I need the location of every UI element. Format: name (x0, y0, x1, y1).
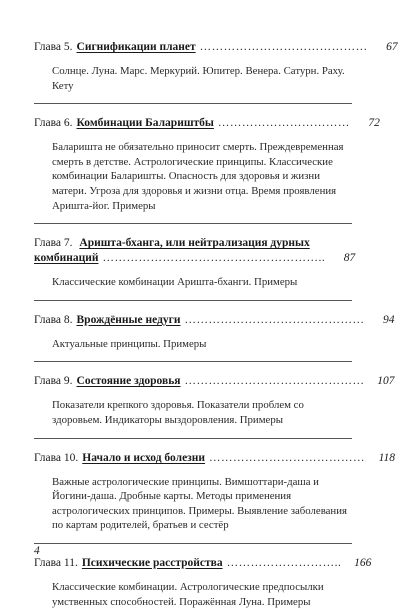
chapter-title-continued[interactable]: комбинаций (34, 252, 99, 265)
leader-dots: ………………………………… (209, 451, 366, 464)
chapter-heading (34, 116, 380, 131)
divider (34, 103, 352, 104)
divider (34, 543, 352, 544)
chapter-title[interactable]: Врождённые недуги (76, 313, 181, 326)
divider (34, 300, 352, 301)
page-number: 118 (378, 451, 396, 464)
chapter-title[interactable]: Комбинации Балариштбы (76, 117, 214, 130)
chapter-heading (34, 556, 372, 571)
chapter-title[interactable]: Состояние здоровья (76, 375, 181, 388)
leader-dots: ……………………………………… (184, 375, 365, 388)
chapter-title[interactable]: Сигнификации планет (76, 41, 196, 53)
chapter-11 (34, 556, 372, 609)
chapter-7 (34, 236, 356, 301)
chapter-title[interactable]: Ариштa-бханга, или нейтрализация дурных (79, 237, 310, 250)
chapter-heading (34, 313, 395, 328)
chapter-title[interactable]: Начало и исход болезни (82, 451, 206, 464)
page-footer-number: 4 (34, 545, 40, 557)
chapter-label: Глава 6. (34, 117, 73, 130)
page-number: 94 (383, 313, 395, 326)
chapter-description: Актуальные принципы. Примеры (52, 337, 207, 350)
chapter-8 (34, 313, 395, 363)
chapter-heading (34, 374, 395, 389)
chapter-5 (34, 40, 398, 104)
page-number: 107 (377, 375, 395, 388)
chapter-description: Важные астрологические принципы. Вимшоттари-даша и Йогини-даша. Дробные карты. Методы применения астрологических принципов. Примеры. Выявление заболевания по картам родителей, братьев и сестёр (52, 475, 347, 532)
leader-dots: ……………………………………… (184, 313, 365, 326)
leader-dots: …………………………… (217, 117, 350, 130)
chapter-description: Солнце. Луна. Марс. Меркурий. Юпитер. Венера. Сатурн. Раху. Кету (52, 65, 345, 92)
leader-dots: ……………………………………………….. (102, 252, 326, 265)
divider (34, 361, 352, 362)
chapter-heading (34, 451, 396, 466)
chapter-heading (34, 40, 398, 55)
chapter-label: Глава 11. (34, 556, 78, 569)
chapter-description: Баларишта не обязательно приносит смерть. Преждевременная смерть в детстве. Астрологические принципы. Классические комбинации Баларишты. Опасность для здоровья и жизни матери. Угроза для здоровья и жизни отца. Время проявления Аришта-йог. Примеры (52, 141, 344, 212)
chapter-label: Глава 7. (34, 237, 73, 250)
chapter-title[interactable]: Психические расстройства (81, 556, 223, 569)
leader-dots: ……………………….. (226, 556, 342, 569)
chapter-10 (34, 451, 396, 544)
divider (34, 438, 352, 439)
chapter-label: Глава 9. (34, 375, 73, 388)
chapter-label: Глава 10. (34, 451, 79, 464)
chapter-label: Глава 5. (34, 41, 73, 53)
chapter-description: Показатели крепкого здоровья. Показатели проблем со здоровьем. Индикаторы выздоровления. Примеры (52, 399, 304, 426)
divider (34, 223, 352, 224)
page-number: 87 (343, 252, 356, 265)
chapter-6 (34, 116, 380, 224)
chapter-description: Классические комбинации Ариштa-бханги. Примеры (52, 276, 298, 289)
chapter-9 (34, 374, 395, 438)
table-of-contents (34, 40, 398, 609)
page-number: 166 (354, 556, 372, 569)
chapter-description: Классические комбинации. Астрологические предпосылки умственных способностей. Поражённая Луна. Примеры (52, 580, 324, 608)
leader-dots: …………………………………… (199, 41, 368, 53)
page-number: 67 (386, 41, 398, 53)
chapter-heading (34, 236, 356, 266)
page-number: 72 (368, 117, 380, 130)
chapter-label: Глава 8. (34, 313, 73, 326)
